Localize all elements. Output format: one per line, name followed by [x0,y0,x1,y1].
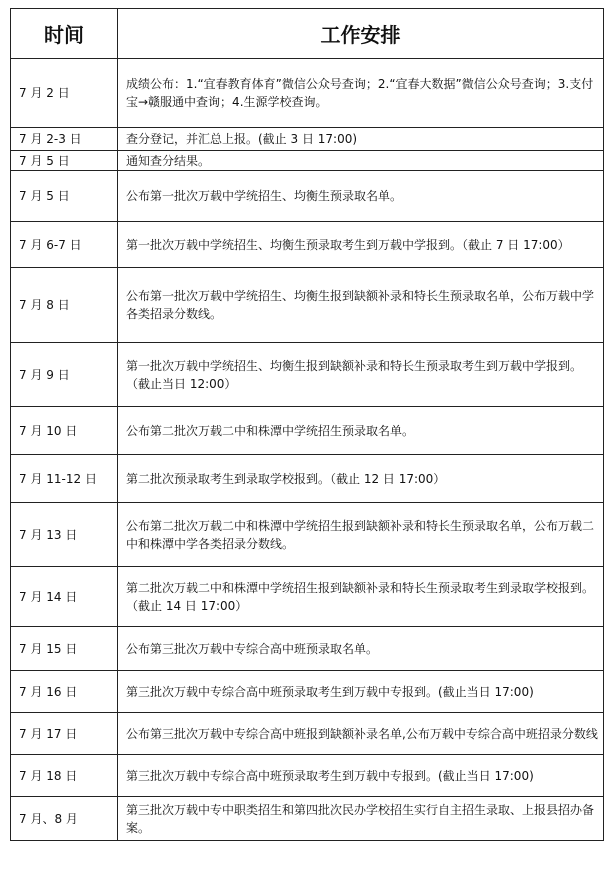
table-row [11,713,604,755]
schedule-table [10,8,604,841]
table-row [11,171,604,222]
row-date: 7 月 5 日 [11,171,118,222]
row-date: 7 月、8 月 [11,797,118,841]
row-task: 查分登记，并汇总上报。(截止 3 日 17:00) [118,128,604,151]
row-task: 公布第二批次万载二中和株潭中学统招生预录取名单。 [118,407,604,455]
table-row [11,755,604,797]
row-task: 第二批次预录取考生到录取学校报到。（截止 12 日 17:00） [118,455,604,503]
table-row [11,407,604,455]
table-row [11,151,604,171]
row-task: 公布第三批次万载中专综合高中班报到缺额补录名单,公布万载中专综合高中班招录分数线 [118,713,604,755]
table-row [11,128,604,151]
row-date: 7 月 10 日 [11,407,118,455]
row-task: 第三批次万载中专中职类招生和第四批次民办学校招生实行自主招生录取、上报县招办备案。 [118,797,604,841]
row-task: 第一批次万载中学统招生、均衡生预录取考生到万载中学报到。（截止 7 日 17:00） [118,222,604,268]
row-task: 第二批次万载二中和株潭中学统招生报到缺额补录和特长生预录取考生到录取学校报到。（截止 14 日 17:00） [118,567,604,627]
row-date: 7 月 17 日 [11,713,118,755]
row-task: 成绩公布：1.“宜春教育体育”微信公众号查询；2.“宜春大数据”微信公众号查询；3.支付宝→赣服通中查询；4.生源学校查询。 [118,59,604,128]
header-work: 工作安排 [118,9,604,59]
table-row [11,567,604,627]
row-date: 7 月 11-12 日 [11,455,118,503]
row-task: 公布第二批次万载二中和株潭中学统招生报到缺额补录和特长生预录取名单，公布万载二中和株潭中学各类招录分数线。 [118,503,604,567]
row-date: 7 月 8 日 [11,268,118,343]
table-row [11,455,604,503]
table-row [11,797,604,841]
row-date: 7 月 13 日 [11,503,118,567]
table-row [11,671,604,713]
table-row [11,222,604,268]
row-task: 公布第三批次万载中专综合高中班预录取名单。 [118,627,604,671]
row-task: 第三批次万载中专综合高中班预录取考生到万载中专报到。(截止当日 17:00) [118,671,604,713]
table-row [11,59,604,128]
table-row [11,268,604,343]
row-date: 7 月 2-3 日 [11,128,118,151]
row-date: 7 月 6-7 日 [11,222,118,268]
row-date: 7 月 16 日 [11,671,118,713]
header-row [11,9,604,59]
row-date: 7 月 2 日 [11,59,118,128]
table-row [11,343,604,407]
row-task: 公布第一批次万载中学统招生、均衡生预录取名单。 [118,171,604,222]
header-time: 时间 [11,9,118,59]
row-date: 7 月 18 日 [11,755,118,797]
row-date: 7 月 15 日 [11,627,118,671]
row-task: 第一批次万载中学统招生、均衡生报到缺额补录和特长生预录取考生到万载中学报到。（截止当日 12:00） [118,343,604,407]
table-row [11,503,604,567]
row-date: 7 月 9 日 [11,343,118,407]
table-row [11,627,604,671]
row-date: 7 月 14 日 [11,567,118,627]
row-task: 第三批次万载中专综合高中班预录取考生到万载中专报到。(截止当日 17:00) [118,755,604,797]
row-task: 通知查分结果。 [118,151,604,171]
row-task: 公布第一批次万载中学统招生、均衡生报到缺额补录和特长生预录取名单，公布万载中学各类招录分数线。 [118,268,604,343]
row-date: 7 月 5 日 [11,151,118,171]
